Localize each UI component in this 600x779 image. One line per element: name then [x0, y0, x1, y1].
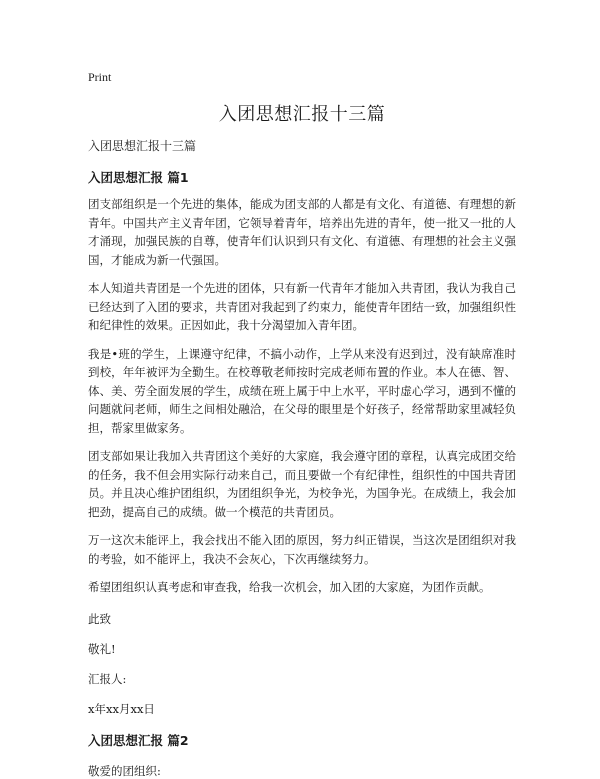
section-1-paragraph-6: 希望团组织认真考虑和审查我，给我一次机会，加入团的大家庭，为团作贡献。	[88, 580, 491, 594]
salute-line: 敬礼!	[88, 641, 116, 656]
document-subtitle: 入团思想汇报十三篇	[88, 139, 197, 153]
section-1-paragraph-2: 本人知道共青团是一个先进的团体，只有新一代青年才能加入共青团，我认为我自己已经达到了入团的要求，共青团对我起到了约束力，能使青年团结一致，加强组织性和纪律性的效果。正因如此，我十分渴望加入青年团。	[88, 281, 516, 332]
print-label: Print	[88, 70, 112, 84]
closing-line: 此致	[88, 611, 111, 626]
section-1-heading: 入团思想汇报 篇1	[88, 170, 189, 185]
section-2-heading: 入团思想汇报 篇2	[88, 732, 189, 748]
document-title: 入团思想汇报十三篇	[218, 104, 386, 125]
section-1	[88, 170, 516, 717]
section-1-paragraph-1: 团支部组织是一个先进的集体，能成为团支部的人都是有文化、有道德、有理想的新青年。中国共产主义青年团，它领导着青年，培养出先进的青年，使一批又一批的人才涌现，加强民族的自尊，使青年们认识到只有文化、有道德、有理想的社会主义强国，才能成为新一代强国。	[88, 197, 516, 267]
section-1-paragraph-5: 万一这次未能评上，我会找出不能入团的原因，努力纠正错误，当这次是团组织对我的考验，如不能评上，我决不会灰心，下次再继续努力。	[88, 533, 516, 566]
section-1-paragraph-4: 团支部如果让我加入共青团这个美好的大家庭，我会遵守团的章程，认真完成团交给的任务，我不但会用实际行动来自己，而且要做一个有纪律性，组织性的中国共青团员。并且决心维护团组织，为团组织争光，为校争光，为国争光。在成绩上，我会加把劲，提高自己的成绩。做一个模范的共青团员。	[88, 449, 516, 519]
date-line: x年xx月xx日	[88, 701, 155, 716]
reporter-line: 汇报人:	[88, 671, 127, 686]
section-2-greeting: 敬爱的团组织:	[88, 763, 161, 778]
section-2	[88, 733, 516, 779]
section-1-paragraph-3: 我是•班的学生，上课遵守纪律，不搞小动作，上学从来没有迟到过，没有缺席准时到校，年年被评为全勤生。在校尊敬老师按时完成老师布置的作业。本人在德、智、体、美、劳全面发展的学生，成绩在班上属于中上水平，平时虚心学习，遇到不懂的问题就问老师，师生之间相处融洽，在父母的眼里是个好孩子，经常帮助家里减轻负担，帮家里做家务。	[88, 346, 516, 435]
